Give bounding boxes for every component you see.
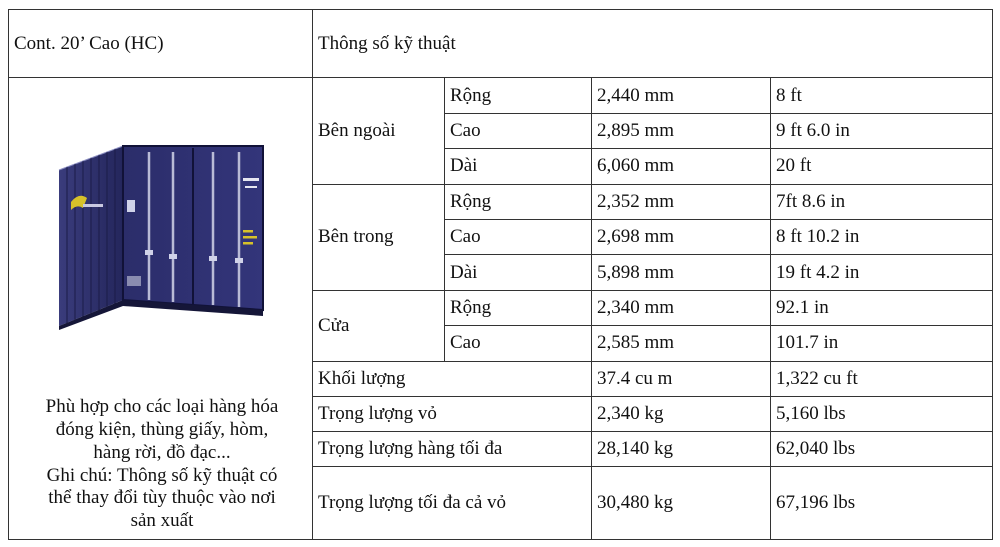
imperial-value: 101.7 in — [771, 325, 993, 361]
total-label: Trọng lượng hàng tối đa — [313, 432, 592, 467]
metric-value: 2,698 mm — [592, 220, 771, 255]
specs-title: Thông số kỹ thuật — [313, 10, 993, 78]
image-description-cell — [9, 78, 313, 540]
dim-label: Rộng — [445, 78, 592, 113]
dim-label: Cao — [445, 325, 592, 361]
metric-value: 2,895 mm — [592, 113, 771, 148]
imperial-value: 62,040 lbs — [771, 432, 993, 467]
imperial-value: 20 ft — [771, 148, 993, 184]
dim-label: Rộng — [445, 184, 592, 219]
imperial-value: 9 ft 6.0 in — [771, 113, 993, 148]
dim-label: Cao — [445, 113, 592, 148]
imperial-value: 8 ft — [771, 78, 993, 113]
description-text: Phù hợp cho các loại hàng hóa đóng kiện, thùng giấy, hòm, hàng rời, đồ đạc... Ghi chú: Thông số kỹ thuật có thể thay đổi tùy thuộc vào nơi sản xuất — [45, 396, 279, 532]
metric-value: 2,440 mm — [592, 78, 771, 113]
total-label: Trọng lượng tối đa cả vỏ — [313, 467, 592, 540]
imperial-value: 5,160 lbs — [771, 397, 993, 432]
metric-value: 6,060 mm — [592, 148, 771, 184]
dim-label: Rộng — [445, 290, 592, 325]
imperial-value: 1,322 cu ft — [771, 361, 993, 396]
group-label-outside: Bên ngoài — [313, 78, 445, 185]
header-row — [9, 10, 993, 78]
imperial-value: 7ft 8.6 in — [771, 184, 993, 219]
imperial-value: 67,196 lbs — [771, 467, 993, 540]
dim-label: Dài — [445, 255, 592, 290]
shipping-container-image — [53, 140, 273, 330]
total-label: Khối lượng — [313, 361, 592, 396]
group-label-door: Cửa — [313, 290, 445, 361]
metric-value: 5,898 mm — [592, 255, 771, 290]
metric-value: 2,352 mm — [592, 184, 771, 219]
total-label: Trọng lượng vỏ — [313, 397, 592, 432]
metric-value: 30,480 kg — [592, 467, 771, 540]
metric-value: 2,340 kg — [592, 397, 771, 432]
metric-value: 2,340 mm — [592, 290, 771, 325]
metric-value: 37.4 cu m — [592, 361, 771, 396]
model-title: Cont. 20’ Cao (HC) — [9, 10, 313, 78]
dim-label: Dài — [445, 148, 592, 184]
metric-value: 28,140 kg — [592, 432, 771, 467]
dim-label: Cao — [445, 220, 592, 255]
group-label-inside: Bên trong — [313, 184, 445, 290]
imperial-value: 19 ft 4.2 in — [771, 255, 993, 290]
imperial-value: 92.1 in — [771, 290, 993, 325]
table-row — [9, 78, 993, 113]
metric-value: 2,585 mm — [592, 325, 771, 361]
imperial-value: 8 ft 10.2 in — [771, 220, 993, 255]
container-spec-table — [8, 9, 993, 540]
